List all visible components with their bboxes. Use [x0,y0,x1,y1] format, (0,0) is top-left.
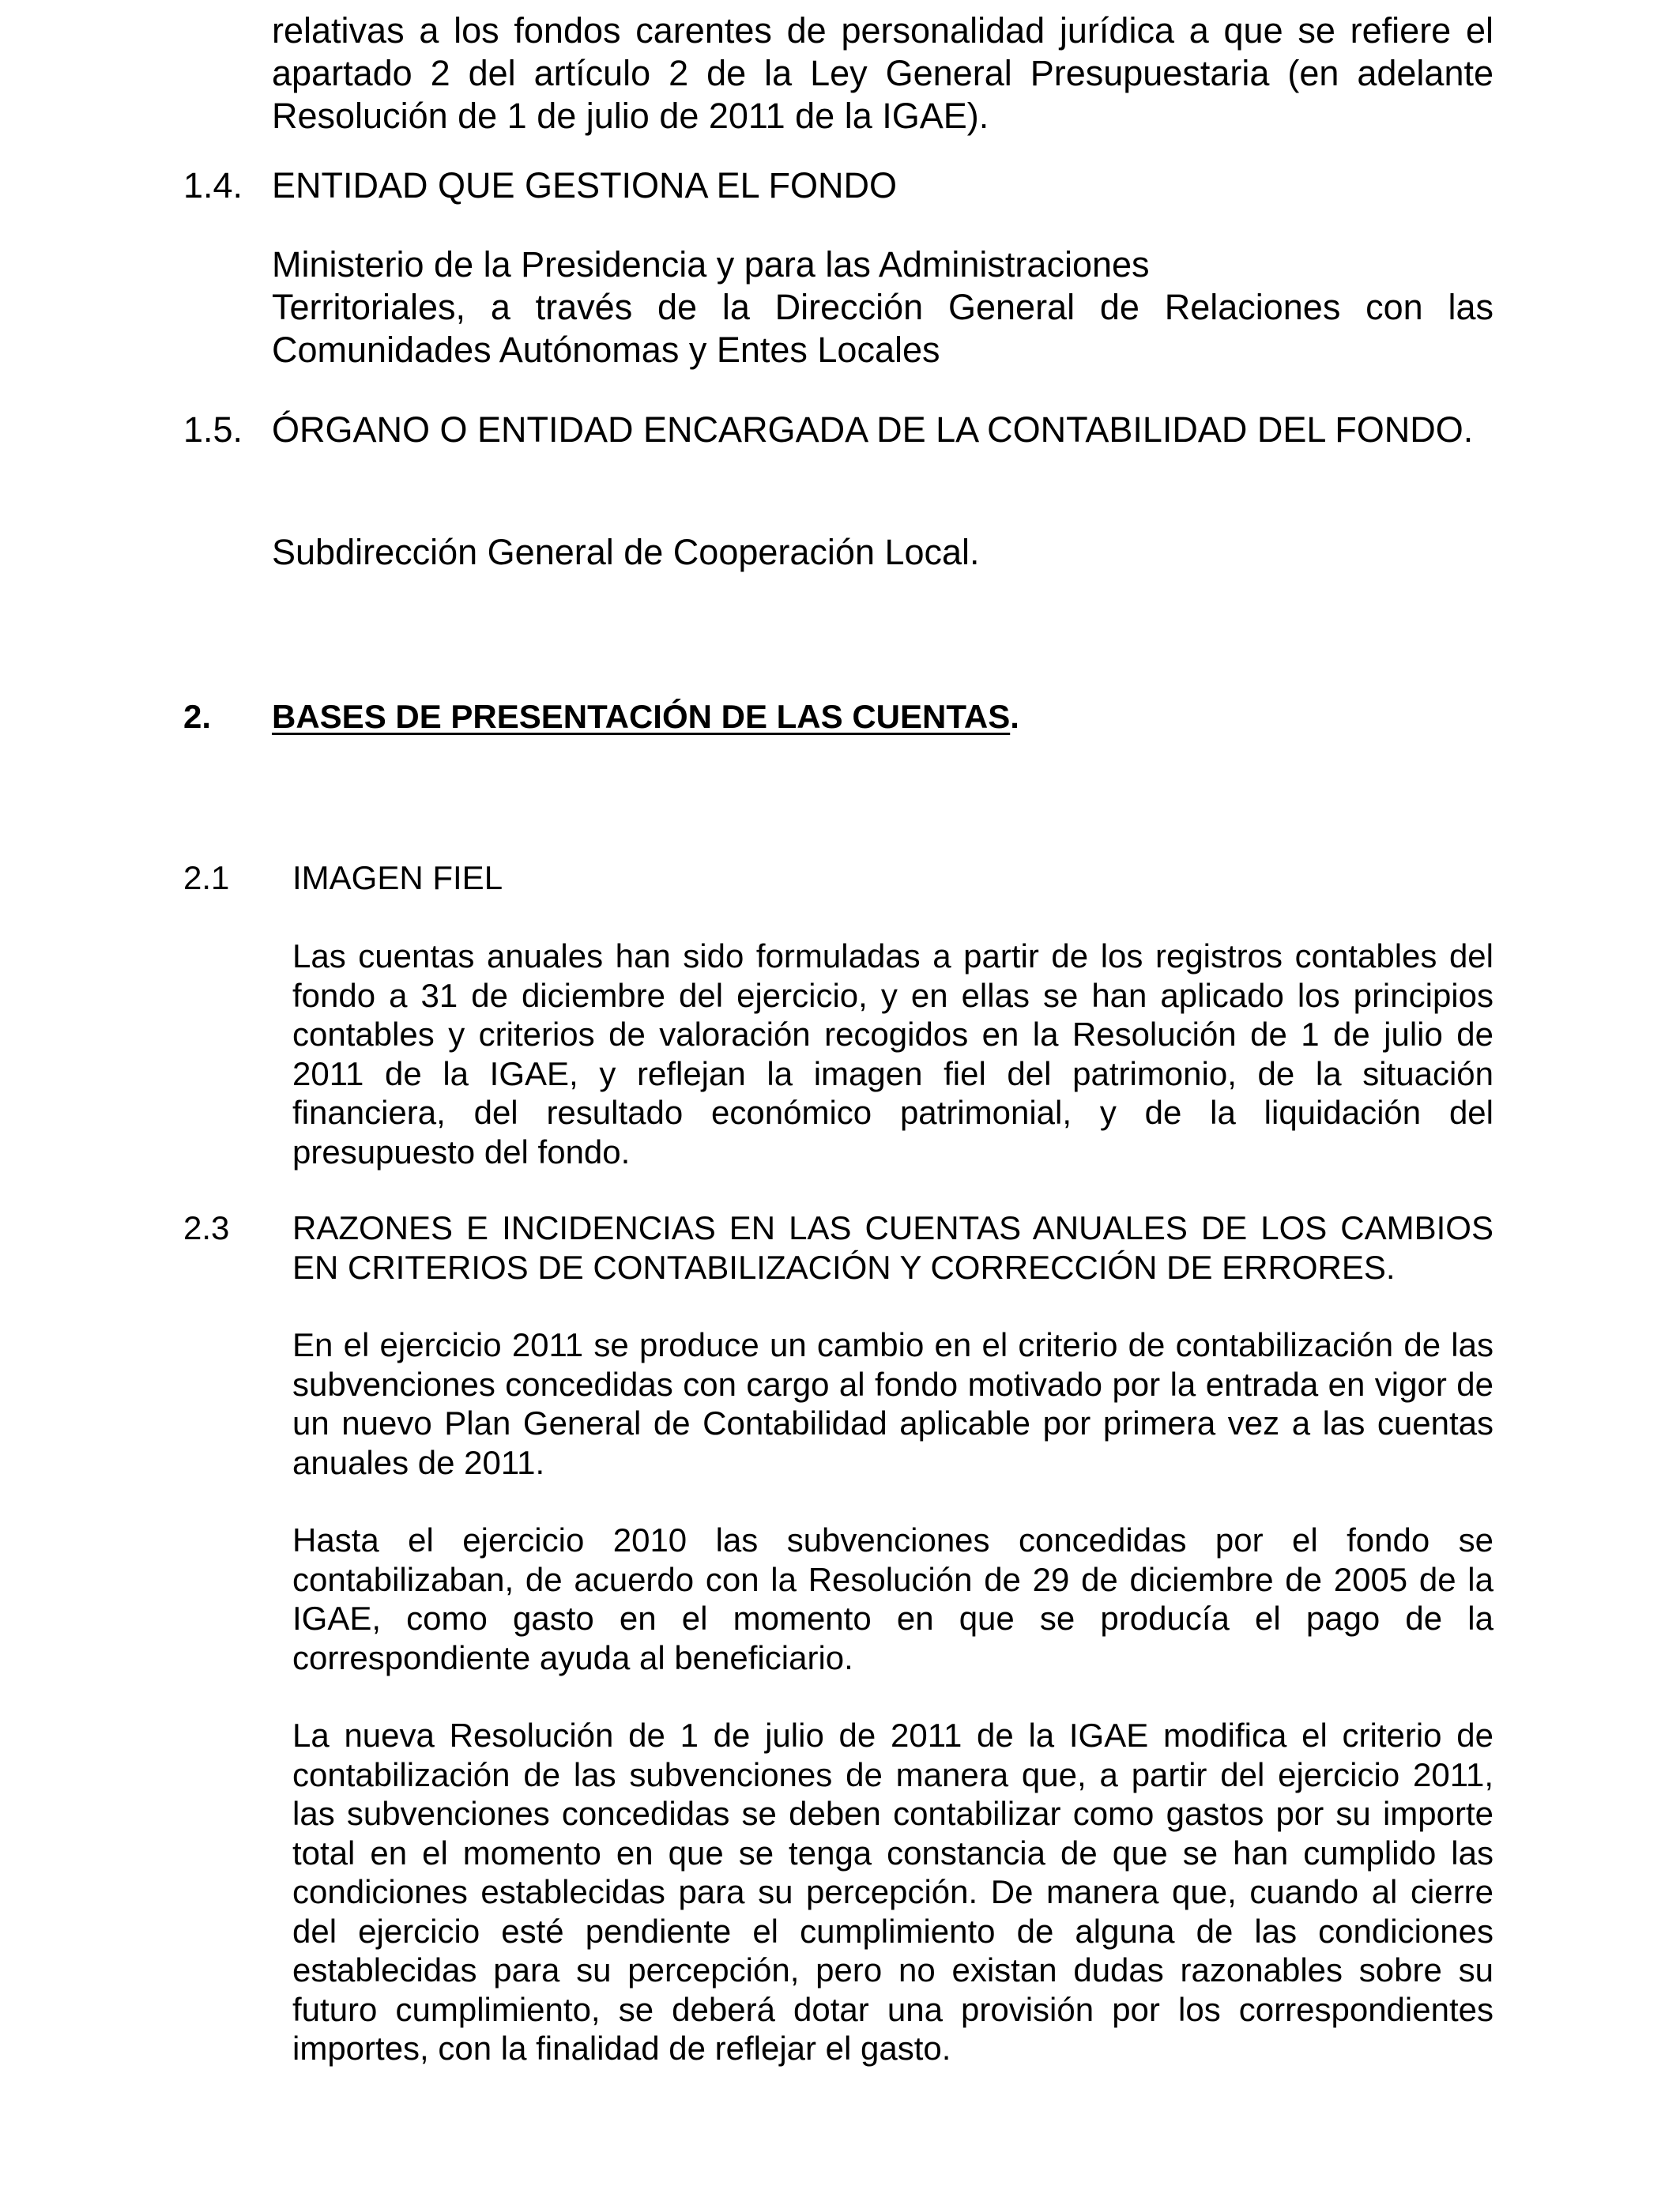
section-1-4-heading: ENTIDAD QUE GESTIONA EL FONDO [272,165,897,205]
section-2-1-number: 2.1 [183,859,230,896]
intro-paragraph: relativas a los fondos carentes de personalidad jurídica a que se refiere el apartado 2 del artículo 2 de la Ley General Presupuestaria (en adelante Resolución de 1 de julio de 2011 de la IGAE). [272,10,1494,136]
section-2-3-heading: RAZONES E INCIDENCIAS EN LAS CUENTAS ANUALES DE LOS CAMBIOS EN CRITERIOS DE CONTABILIZACIÓN Y CORRECCIÓN DE ERRORES. [292,1209,1494,1286]
section-1-4-body [272,243,1494,371]
section-1-4-body-line1: Ministerio de la Presidencia y para las Administraciones [272,244,1150,285]
section-1-5-heading: ÓRGANO O ENTIDAD ENCARGADA DE LA CONTABILIDAD DEL FONDO. [272,409,1474,450]
section-1-4-number: 1.4. [183,165,243,205]
section-2-heading-text: BASES DE PRESENTACIÓN DE LAS CUENTAS [272,698,1011,735]
section-1-5-number: 1.5. [183,409,243,450]
section-2-3-paragraph-2: Hasta el ejercicio 2010 las subvenciones concedidas por el fondo se contabilizaban, de acuerdo con la Resolución de 29 de diciembre de 2005 de la IGAE, como gasto en el momento en que se producía el pago de la correspondiente ayuda al beneficiario. [292,1521,1494,1676]
section-2-3-paragraph-1: En el ejercicio 2011 se produce un cambio en el criterio de contabilización de las subvenciones concedidas con cargo al fondo motivado por la entrada en vigor de un nuevo Plan General de Contabilidad aplicable por primera vez a las cuentas anuales de 2011. [292,1326,1494,1481]
section-1-4-body-rest: Territoriales, a través de la Dirección General de Relaciones con las Comunidades Autónomas y Entes Locales [272,287,1494,370]
section-2-1-body: Las cuentas anuales han sido formuladas a partir de los registros contables del fondo a 31 de diciembre del ejercicio, y en ellas se han aplicado los principios contables y criterios de valoración recogidos en la Resolución de 1 de julio de 2011 de la IGAE, y reflejan la imagen fiel del patrimonio, de la situación financiera, del resultado económico patrimonial, y de la liquidación del presupuesto del fondo. [292,937,1494,1171]
section-2-1-heading: IMAGEN FIEL [292,859,503,896]
section-2-3-number: 2.3 [183,1209,230,1246]
section-2-number: 2. [183,698,212,735]
section-2-3-paragraph-3: La nueva Resolución de 1 de julio de 2011 de la IGAE modifica el criterio de contabilización de las subvenciones de manera que, a partir del ejercicio 2011, las subvenciones concedidas se deben contabilizar como gastos por su importe total en el momento en que se tenga constancia de que se han cumplido las condiciones establecidas para su percepción. De manera que, cuando al cierre del ejercicio esté pendiente el cumplimiento de alguna de las condiciones establecidas para su percepción, pero no existan dudas razonables sobre su futuro cumplimiento, se deberá dotar una provisión por los correspondientes importes, con la finalidad de reflejar el gasto. [292,1717,1494,2067]
section-2-heading [272,697,1494,737]
section-2-heading-period: . [1010,698,1019,735]
section-1-5-body: Subdirección General de Cooperación Local. [272,532,980,572]
